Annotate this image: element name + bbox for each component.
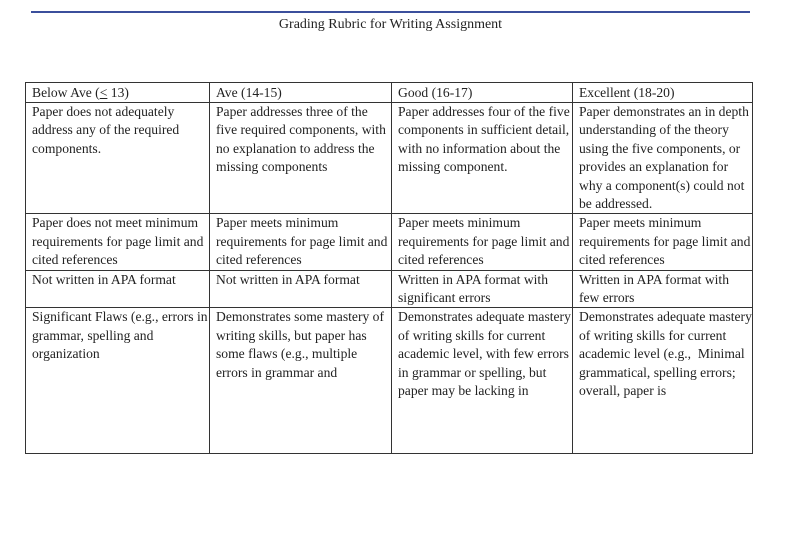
table-cell: Written in APA format with few errors — [573, 270, 753, 308]
header-good: Good (16-17) — [392, 83, 573, 103]
table-cell: Not written in APA format — [26, 270, 210, 308]
table-cell: Not written in APA format — [210, 270, 392, 308]
rubric-row-content — [26, 103, 753, 214]
rubric-row-writing-skills — [26, 308, 753, 454]
table-cell: Paper meets minimum requirements for page limit and cited references — [573, 214, 753, 270]
grading-rubric-table — [25, 82, 756, 454]
table-cell: Paper meets minimum requirements for page limit and cited references — [392, 214, 573, 270]
document-title: Grading Rubric for Writing Assignment — [278, 17, 503, 32]
table-cell: Paper meets minimum requirements for page limit and cited references — [210, 214, 392, 270]
table-cell: Paper does not adequately address any of the required components. — [26, 103, 210, 214]
less-equal-symbol: < — [99, 85, 108, 100]
table-cell: Paper does not meet minimum requirements for page limit and cited references — [26, 214, 210, 270]
header-excellent: Excellent (18-20) — [573, 83, 753, 103]
table-cell: Written in APA format with significant errors — [392, 270, 573, 308]
table-cell: Significant Flaws (e.g., errors in grammar, spelling and organization — [26, 308, 210, 454]
table-cell: Demonstrates some mastery of writing skills, but paper has some flaws (e.g., multiple errors in grammar and — [210, 308, 392, 454]
table-cell: Paper addresses four of the five components in sufficient detail, with no information about the missing component. — [392, 103, 573, 214]
table-cell: Paper addresses three of the five required components, with no explanation to address the missing components — [210, 103, 392, 214]
table-cell: Demonstrates adequate mastery of writing skills for current academic level (e.g., Minimal grammatical, spelling errors; overall, paper is — [573, 308, 753, 454]
header-rule — [31, 11, 750, 13]
rubric-row-requirements — [26, 214, 753, 270]
table-cell: Demonstrates adequate mastery of writing skills for current academic level, with few errors in grammar or spelling, but paper may be lacking in — [392, 308, 573, 454]
table-cell: Paper demonstrates an in depth understanding of the theory using the five components, or provides an explanation for why a component(s) could not be addressed. — [573, 103, 753, 214]
rubric-header-row — [26, 83, 753, 103]
header-below-average: Below Ave (< 13) — [26, 83, 210, 103]
header-average: Ave (14-15) — [210, 83, 392, 103]
rubric-row-apa-format — [26, 270, 753, 308]
